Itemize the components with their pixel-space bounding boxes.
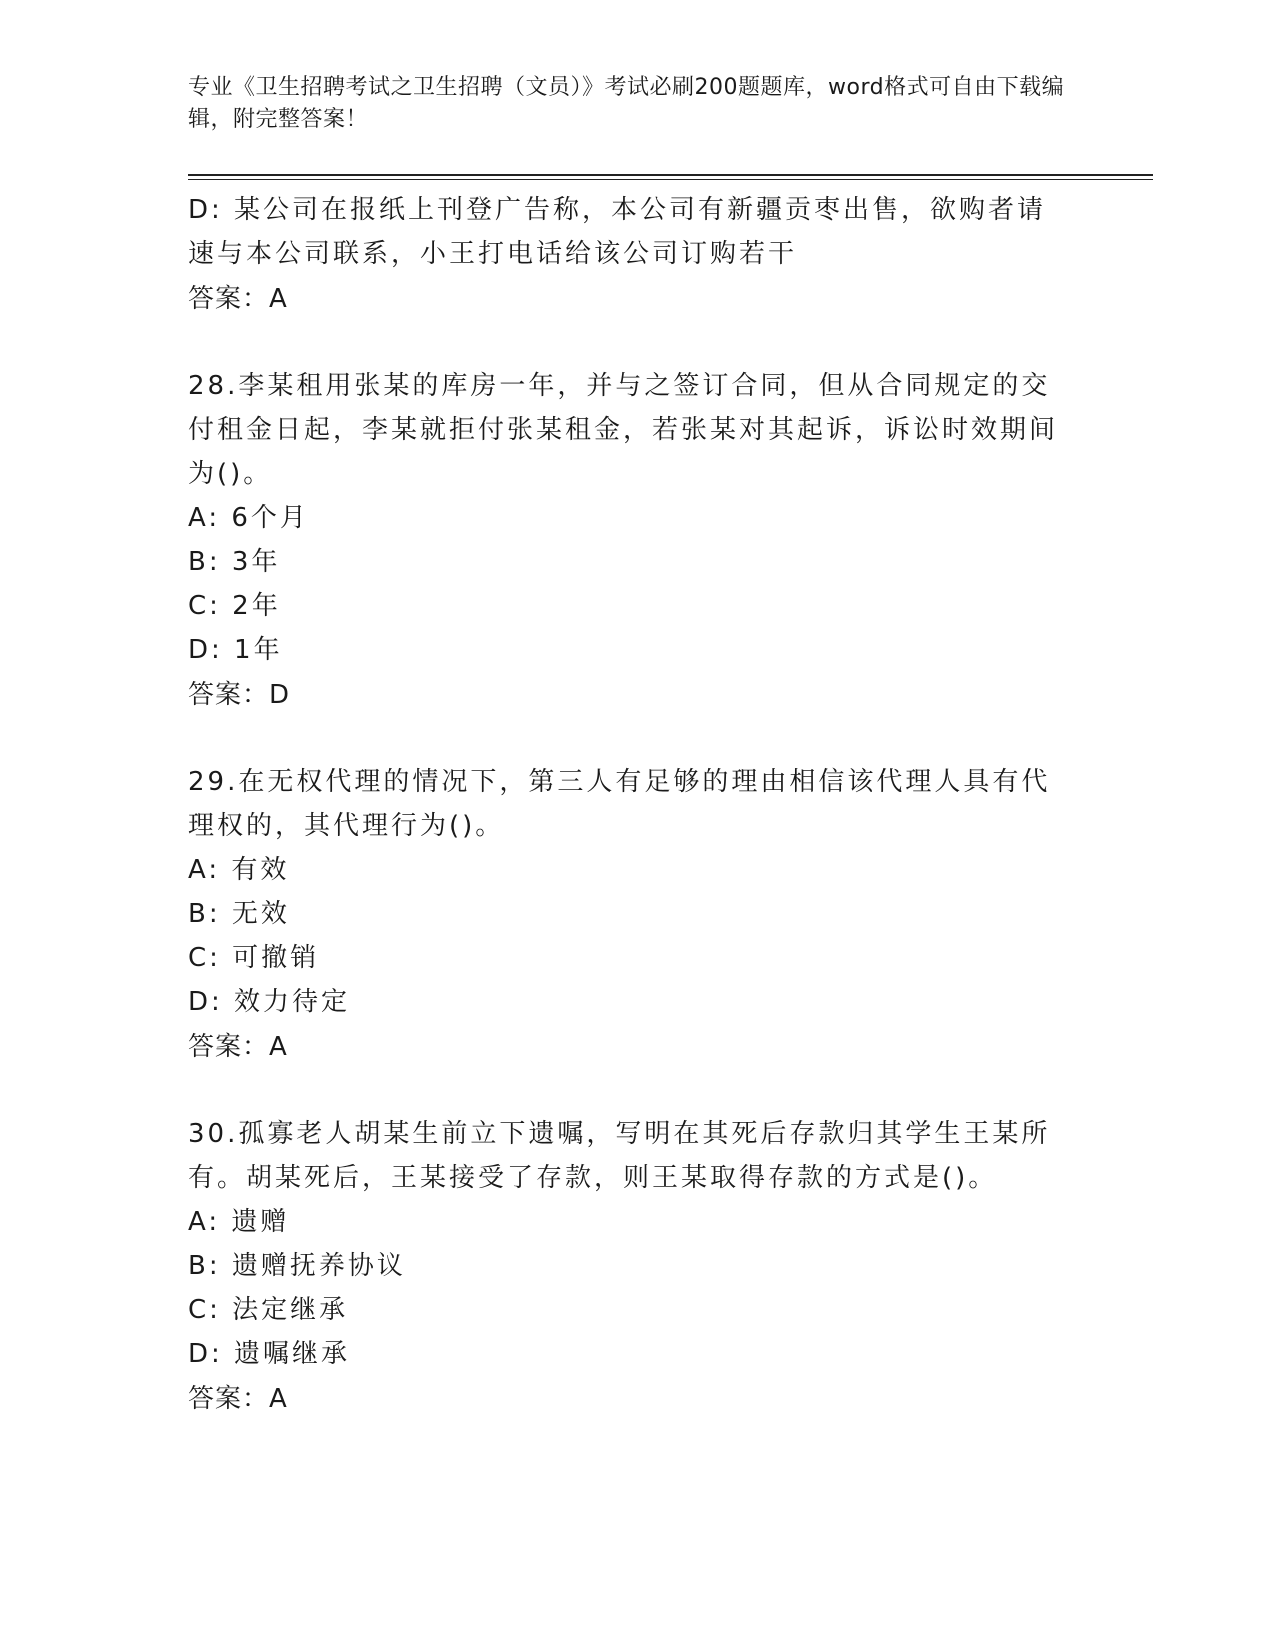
question-29 (188, 760, 1058, 1070)
question-28 (188, 364, 1058, 718)
option-a: A: 6个月 (188, 503, 309, 533)
document-page (188, 72, 1153, 1422)
document-header: 专业《卫生招聘考试之卫生招聘（文员）》考试必刷200题题库，word格式可自由下载编辑，附完整答案！ (188, 75, 1065, 132)
option-b: B: 遗赠抚养协议 (188, 1251, 406, 1281)
option-b: B: 3年 (188, 547, 281, 577)
option-c: C: 2年 (188, 591, 281, 621)
question-stem: 29.在无权代理的情况下，第三人有足够的理由相信该代理人具有代理权的，其代理行为()。 (188, 767, 1051, 841)
option-b: B: 无效 (188, 899, 290, 929)
option-d: D: 1年 (188, 635, 283, 665)
answer-line: 答案：A (188, 1032, 288, 1062)
header-divider (188, 174, 1153, 180)
option-a: A: 有效 (188, 855, 290, 885)
option-d: D: 遗嘱继承 (188, 1339, 351, 1369)
question-30 (188, 1112, 1058, 1422)
answer-line: 答案：A (188, 1384, 288, 1414)
question-stem: 28.李某租用张某的库房一年，并与之签订合同，但从合同规定的交付租金日起，李某就拒付张某租金，若张某对其起诉，诉讼时效期间为()。 (188, 371, 1059, 489)
option-c: C: 法定继承 (188, 1295, 349, 1325)
option-d: D: 某公司在报纸上刊登广告称，本公司有新疆贡枣出售，欲购者请速与本公司联系，小王打电话给该公司订购若干 (188, 195, 1047, 269)
carryover-block (188, 188, 1058, 322)
option-c: C: 可撤销 (188, 943, 320, 973)
option-a: A: 遗赠 (188, 1207, 290, 1237)
question-stem: 30.孤寡老人胡某生前立下遗嘱，写明在其死后存款归其学生王某所有。胡某死后，王某接受了存款，则王某取得存款的方式是()。 (188, 1119, 1051, 1193)
option-d: D: 效力待定 (188, 987, 351, 1017)
question-content (188, 188, 1058, 1422)
answer-line: 答案：A (188, 284, 288, 314)
answer-line: 答案：D (188, 680, 291, 710)
